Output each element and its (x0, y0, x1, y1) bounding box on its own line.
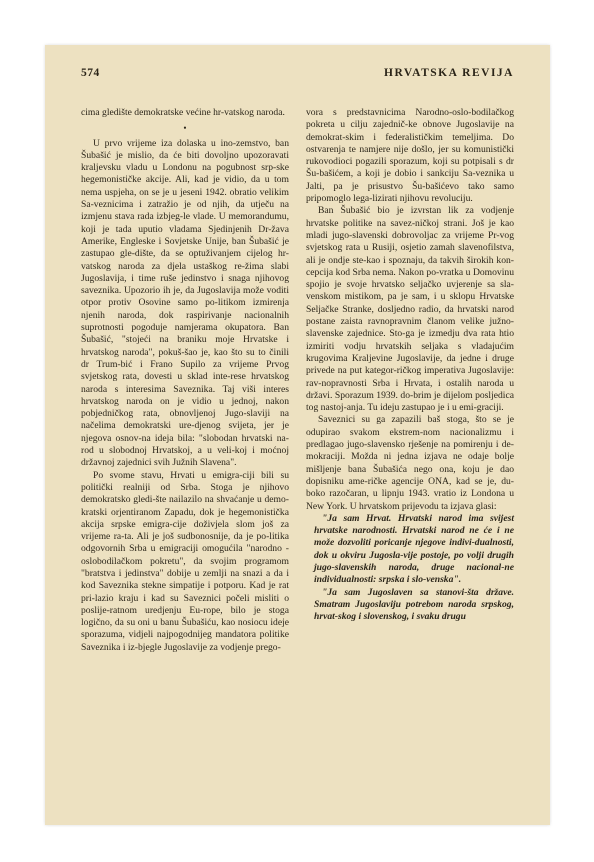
body-paragraph: Po svome stavu, Hrvati u emigra-ciji bili su politički realniji od Srba. Stoga je njihovo demokratsko gledi-šte nailazilo na shvaćanje u demo-kratski orjentiranom Zapadu, dok je hegemonistička akcija srpske emigra-cije doživjela slom još za vrijeme ra-ta. Ali je još sudbonosnije, da je po-litika odgovornih Srba u emigraciji omogućila "narodno - oslobodilačkom pokretu", da svojim programom "bratstva i jedinstva" dobije u zemlji na snazi a da i kod Saveznika stekne simpatije i potporu. Kad je rat pri-lazio kraju i kad su Saveznici počeli misliti o poslije-ratnom uredjenju Eu-rope, bilo je stoga logično, da su oni u banu Šubašiću, kao nosiocu ideje sporazuma, vidjeli najpogodnijeg mandatora politike Saveznika i iz-bjegle Jugoslavije za vodjenje prego- (81, 469, 289, 653)
body-paragraph: U prvo vrijeme iza dolaska u ino-zemstvo, ban Šubašić je mislio, da će biti dovoljno upozoravati kraljevsku vladu u Londonu na pogubnost srp-ske hegemonističke akcije. Ali, kad je vidio, da u tom nema uspjeha, on se je u jeseni 1942. obratio velikim Sa-veznicima i zatražio je od njih, da utječu na izmjenu stava rada izbjeg-le vlade. U memorandumu, koji je tada uputio vladama Sjedinjenih Dr-žava Amerike, Engleske i Sovjetske Unije, ban Šubašić je zastupao gle-dište, da se optuživanjem cijelog hr-vatskog naroda za djela ustaškog re-žima slabi Jugoslavija, i time ruše jedinstvo i snaga njihovog saveznika. Upozorio ih je, da Jugoslavija može voditi otpor protiv Osovine samo po-litikom izmirenja njenih naroda, dok raspirivanje nacionalnih suprotnosti pogoduje namjerama okupatora. Ban Šubašić, "stojeći na braniku moje Hrvatske i hrvatskog naroda", pokuš-šao je, kao što su to činili dr Trum-bić i Frano Supilo za vrijeme Prvog svjetskog rata, dovesti u sklad inte-rese hrvatskog naroda s interesima Saveznika. Taj viši interes hrvatskog naroda on je vidio u jednoj, nakon pobjedničkog rata, obnovljenoj Jugo-slaviji na načelima demokratski ure-djenog svijeta, jer je njegova osnov-na ideja bila: "slobodan hrvatski na-rod u slobodnoj Hrvatskoj, a u veli-koj i moćnoj državnoj zajednici svih Južnih Slavena". (81, 137, 289, 469)
right-column (306, 107, 514, 623)
body-paragraph: vora s predstavnicima Narodno-oslo-bodilačkog pokreta u cilju zajednič-ke obnove Jugoslavije na demokrat-skim i federalističkim temeljima. Do ostvarenja te namjere nije došlo, jer su komunistički rukovodioci pogazili sporazum, koji su potpisali s dr Šu-bašićem, a koji je dobio i sankciju Sa-veznika u Jalti, pa je prisustvo Šu-bašićevo tako samo pripomoglo lega-lizirati njihovu revoluciju. (306, 107, 514, 205)
body-paragraph: Ban Šubašić bio je izvrstan lik za vodjenje hrvatske politike na savez-ničkoj strani. Još je kao mladi jugo-slavenski dobrovoljac za vrijeme Pr-vog svjetskog rata u Rusiji, osjetio zamah slavenofilstva, ali je ondje ste-kao i spoznaju, da takvih širokih kon-cepcija kod Srba nema. Nakon po-vratka u Domovinu spojio je svoje hrvatsko seljačko uvjerenje sa sla-venskom mistikom, pa je sam, i u sklopu Hrvatske Seljačke Stranke, dosljedno radio, da hrvatski narod postane zaista ravnopravnim članom velike južno-slavenske zajednice. Sto-ga je izmedju dva rata htio izmiriti vodju hrvatskih seljaka s vladajućim krugovima Kraljevine Jugoslavije, da jedne i druge privede na put kategor-ričkog imperativa Jugoslavije: rav-nopravnosti Srba i Hrvata, i ostalih naroda u državi. Sporazum 1939. do-brim je dijelom posljedica tog nastoj-anja. Tu ideju zastupao je i u emi-graciji. (306, 205, 514, 414)
quotation-paragraph: "Ja sam Jugoslaven sa stanovi-šta države. Smatram Jugoslaviju potrebom naroda srpskog, hrvat-skog i slovenskog, i svaku drugu (314, 586, 514, 623)
journal-title: HRVATSKA REVIJA (384, 67, 514, 79)
body-paragraph: Saveznici su ga zapazili baš stoga, što se je odupirao svakom ekstrem-nom nacionalizmu i predlagao jugo-slavensko rješenje na pomirenju i de-mokraciji. Možda ni jedna izjava ne odaje bolje mišljenje bana Šubašića nego ona, koju je dao dopisniku ame-ričke agencije ONA, kad se je, du-boko razočaran, u lipnju 1943. vratio iz Londona u New York. U hrvatskom prijevodu ta izjava glasi: (306, 414, 514, 512)
page-header (81, 67, 514, 83)
body-paragraph: cima gledište demokratske većine hr-vatskog naroda. (81, 107, 285, 118)
page-number: 574 (81, 67, 100, 79)
quotation-paragraph: "Ja sam Hrvat. Hrvatski narod ima svijest hrvatske narodnosti. Hrvatski narod ne će i ne može dozvoliti poricanje njegove indivi-dualnosti, dok u okviru Jugosla-vije postoje, po volji drugih jugo-slavenskih naroda, druge nacional-ne individualnosti: srpska i slo-venska". (314, 512, 514, 586)
left-column (81, 107, 289, 654)
section-separator: • (183, 123, 187, 134)
journal-page (45, 45, 550, 825)
